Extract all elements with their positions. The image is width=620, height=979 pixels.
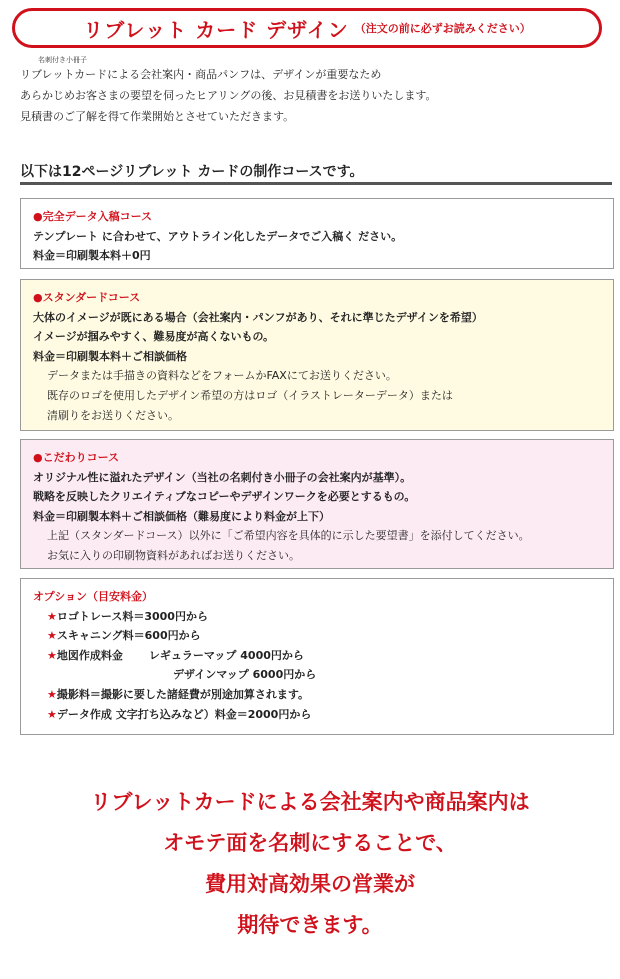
course-heading: ●完全データ入稿コース <box>33 210 153 223</box>
course-detail: 既存のロゴを使用したデザイン希望の方はロゴ（イラストレーターデータ）または <box>47 388 453 402</box>
option-text: 地図作成料金 <box>56 648 123 662</box>
options-heading: オプション（目安料金） <box>33 590 154 603</box>
course-complete-data <box>20 198 614 269</box>
intro-line: 見積書のご了解を得て作業開始とさせていただきます。 <box>20 110 295 123</box>
course-detail: 上記（スタンダードコース）以外に「ご希望内容を具体的に示した要望書」を添付してください。 <box>47 529 530 543</box>
option-logo <box>33 607 601 627</box>
ruby-annotation: 名刺付き小冊子 <box>38 56 87 64</box>
course-detail: データまたは手描きの資料などをフォームかFAXにてお送りください。 <box>47 369 397 383</box>
star-icon: ★ <box>47 707 57 721</box>
intro-line: あらかじめお客さまの要望を伺ったヒアリングの後、お見積書をお送りいたします。 <box>20 89 437 102</box>
page-title: リブレット カード デザイン <box>83 17 349 42</box>
course-price: 料金＝印刷製本料＋ご相談価格（難易度により料金が上下） <box>33 509 330 523</box>
option-scan <box>33 626 601 646</box>
section-heading: 以下は12ページリブレット カードの制作コースです。 <box>20 161 612 185</box>
option-text: ロゴトレース料＝3000円から <box>56 609 208 623</box>
course-line: 大体のイメージが既にある場合（会社案内・パンフがあり、それに準じたデザインを希望） <box>33 310 483 324</box>
star-icon: ★ <box>47 609 57 623</box>
course-price: 料金＝印刷製本料＋0円 <box>33 249 151 263</box>
option-map <box>33 646 601 666</box>
option-data-entry <box>33 705 601 725</box>
option-map-design: デザインマップ 6000円から <box>173 668 317 682</box>
option-text: スキャニング料＝600円から <box>56 629 201 643</box>
course-line: 戦略を反映したクリエイティブなコピーやデザインワークを必要とするもの。 <box>33 490 416 504</box>
option-photo <box>33 685 601 705</box>
title-note: （注文の前に必ずお読みください） <box>354 22 531 35</box>
course-standard <box>20 279 614 431</box>
course-line: テンプレート に合わせて、アウトライン化したデータでご入稿く ださい。 <box>33 229 403 243</box>
option-text: データ作成 文字打ち込みなど）料金＝2000円から <box>56 707 312 721</box>
course-heading: ●こだわりコース <box>33 451 120 464</box>
star-icon: ★ <box>47 687 57 701</box>
course-detail: 清刷りをお送りください。 <box>47 408 179 422</box>
intro-text <box>20 64 610 127</box>
intro-line: リブレットカードによる会社案内・商品パンフは、デザインが重要なため <box>20 68 382 81</box>
course-line: オリジナル性に溢れたデザイン（当社の名刺付き小冊子の会社案内が基準）。 <box>33 470 412 484</box>
star-icon: ★ <box>47 629 57 643</box>
course-heading: ●スタンダードコース <box>33 291 141 304</box>
course-price: 料金＝印刷製本料＋ご相談価格 <box>33 349 187 363</box>
star-icon: ★ <box>47 648 57 662</box>
closing-message <box>0 782 620 946</box>
closing-line: 費用対高効果の営業が <box>205 872 415 896</box>
option-text: レギュラーマップ 4000円から <box>148 648 304 662</box>
title-banner <box>12 8 602 48</box>
options-box <box>20 578 614 735</box>
option-text: 撮影料＝撮影に要した諸経費が別途加算されます。 <box>56 687 309 701</box>
course-detail: お気に入りの印刷物資料があればお送りください。 <box>47 548 300 562</box>
closing-line: リブレットカードによる会社案内や商品案内は <box>90 790 530 814</box>
course-line: イメージが掴みやすく、難易度が高くないもの。 <box>33 330 275 344</box>
closing-line: 期待できます。 <box>237 913 383 937</box>
course-premium <box>20 439 614 569</box>
closing-line: オモテ面を名刺にすることで、 <box>163 831 457 855</box>
